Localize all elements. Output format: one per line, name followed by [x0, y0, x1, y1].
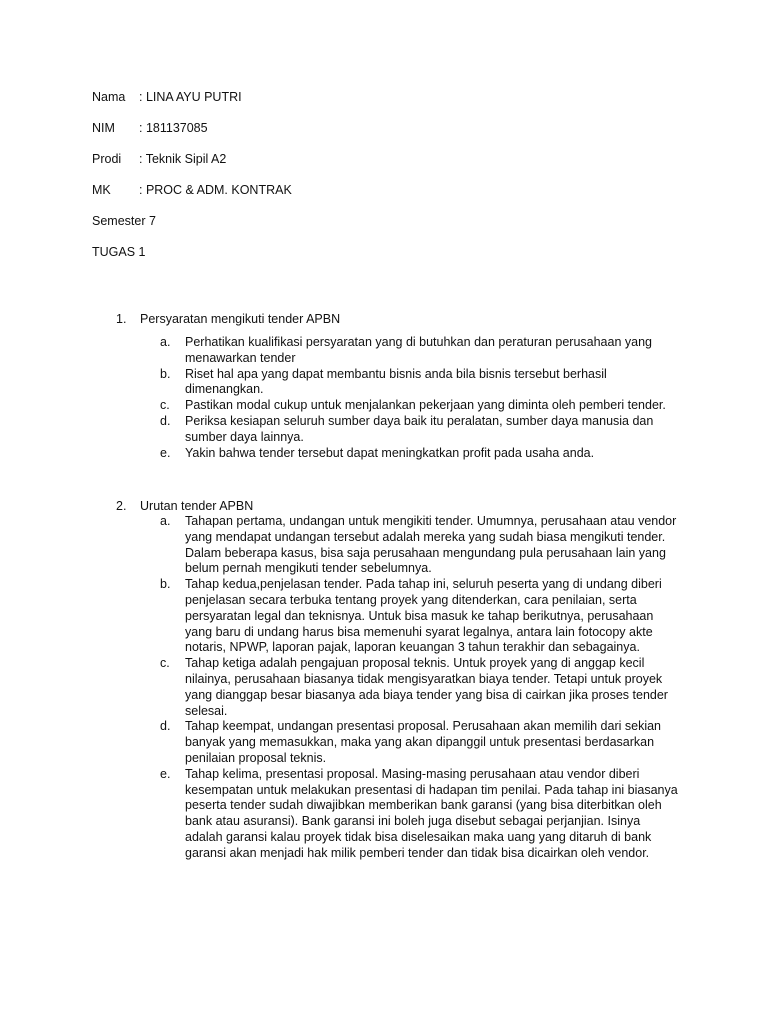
nim-value: : 181137085 — [139, 121, 208, 135]
section-1-title-text: Persyaratan mengikuti tender APBN — [140, 312, 341, 326]
item-marker: a. — [160, 514, 171, 528]
item-marker: c. — [160, 656, 170, 671]
list-item — [160, 514, 680, 577]
list-item — [160, 577, 680, 656]
item-marker: e. — [160, 766, 171, 781]
item-marker: c. — [160, 398, 170, 413]
section-2-title — [116, 498, 253, 514]
section-2-number: 2. — [116, 499, 127, 513]
item-text: Pastikan modal cukup untuk menjalankan pekerjaan yang diminta oleh pemberi tender. — [185, 398, 666, 413]
item-marker: d. — [160, 719, 171, 734]
section-1-list — [160, 335, 680, 461]
item-text: Tahap kedua,penjelasan tender. Pada tahap ini, seluruh peserta yang di undang diberi penjelasan secara terbuka tentang proyek yang ditenderkan, cara penilaian, serta persyaratan legal dan teknisnya. Untuk bisa masuk ke tahap berikutnya, perusahaan yang baru di undang harus bisa memenuhi syarat legalnya, antara lain fotocopy akte notaris, NPWP, laporan pajak, laporan keuangan 3 tahun terakhir dan sebagainya. — [185, 577, 662, 655]
item-text: Tahap kelima, presentasi proposal. Masing-masing perusahaan atau vendor diberi kesempatan untuk melakukan presentasi di hadapan tim penilai. Pada tahap ini biasanya peserta tender sudah diwajibkan memberikan bank garansi (yang bisa diterbitkan oleh bank atau asuransi). Bank garansi ini boleh juga disebut sebagai perjanjian. Isinya adalah garansi kalau proyek tidak bisa diselesaikan maka uang yang ditaruh di bank garansi akan menjadi hak milik pemberi tender dan tidak bisa dicairkan oleh vendor. — [185, 766, 678, 860]
semester-line: Semester 7 — [92, 214, 156, 228]
item-marker: b. — [160, 577, 171, 592]
list-item — [160, 719, 680, 766]
item-text: Yakin bahwa tender tersebut dapat meningkatkan profit pada usaha anda. — [185, 445, 595, 460]
mk-line — [92, 182, 292, 198]
nama-value: : LINA AYU PUTRI — [139, 90, 242, 104]
item-text: Tahapan pertama, undangan untuk mengikiti tender. Umumnya, perusahaan atau vendor yang mendapat undangan tersebut adalah mereka yang sudah biasa mengikuti tender. Dalam beberapa kasus, bisa saja perusahaan mengundang pula perusahaan lain yang belum pernah mengikuti tender sebelumnya. — [185, 514, 677, 576]
nim-line — [92, 120, 208, 136]
item-text: Perhatikan kualifikasi persyaratan yang di butuhkan dan peraturan perusahaan yang menawarkan tender — [185, 335, 652, 365]
list-item — [160, 446, 680, 462]
item-marker: e. — [160, 445, 171, 460]
section-1-title — [116, 311, 340, 327]
item-marker: d. — [160, 413, 171, 428]
nama-label: Nama — [92, 90, 126, 104]
list-item — [160, 398, 680, 414]
section-2-list — [160, 514, 680, 862]
prodi-value: : Teknik Sipil A2 — [139, 152, 227, 166]
prodi-label: Prodi — [92, 152, 122, 166]
list-item — [160, 335, 680, 367]
list-item — [160, 767, 680, 862]
item-text: Tahap ketiga adalah pengajuan proposal teknis. Untuk proyek yang di anggap kecil nilainya, perusahaan biasanya tidak mengisyaratkan biaya tender. Tetapi untuk proyek yang dianggap besar biasanya ada biaya tender yang bisa di cairkan jika proses tender selesai. — [185, 656, 668, 718]
item-text: Tahap keempat, undangan presentasi proposal. Perusahaan akan memilih dari sekian banyak yang memasukkan, maka yang akan dipanggil untuk presentasi berdasarkan penilaian proposal teknis. — [185, 719, 661, 765]
item-marker: a. — [160, 335, 171, 349]
nama-line — [92, 89, 242, 105]
section-2-title-text: Urutan tender APBN — [140, 499, 254, 513]
item-text: Periksa kesiapan seluruh sumber daya baik itu peralatan, sumber daya manusia dan sumber daya lainnya. — [185, 413, 654, 444]
item-text: Riset hal apa yang dapat membantu bisnis anda bila bisnis tersebut berhasil dimenangkan. — [185, 366, 607, 397]
nim-label: NIM — [92, 121, 115, 135]
section-1-number: 1. — [116, 312, 127, 326]
tugas-heading: TUGAS 1 — [92, 245, 146, 259]
list-item — [160, 656, 680, 719]
mk-label: MK — [92, 183, 111, 197]
list-item — [160, 367, 680, 399]
item-marker: b. — [160, 366, 171, 381]
list-item — [160, 414, 680, 446]
mk-value: : PROC & ADM. KONTRAK — [139, 183, 292, 197]
prodi-line — [92, 151, 226, 167]
